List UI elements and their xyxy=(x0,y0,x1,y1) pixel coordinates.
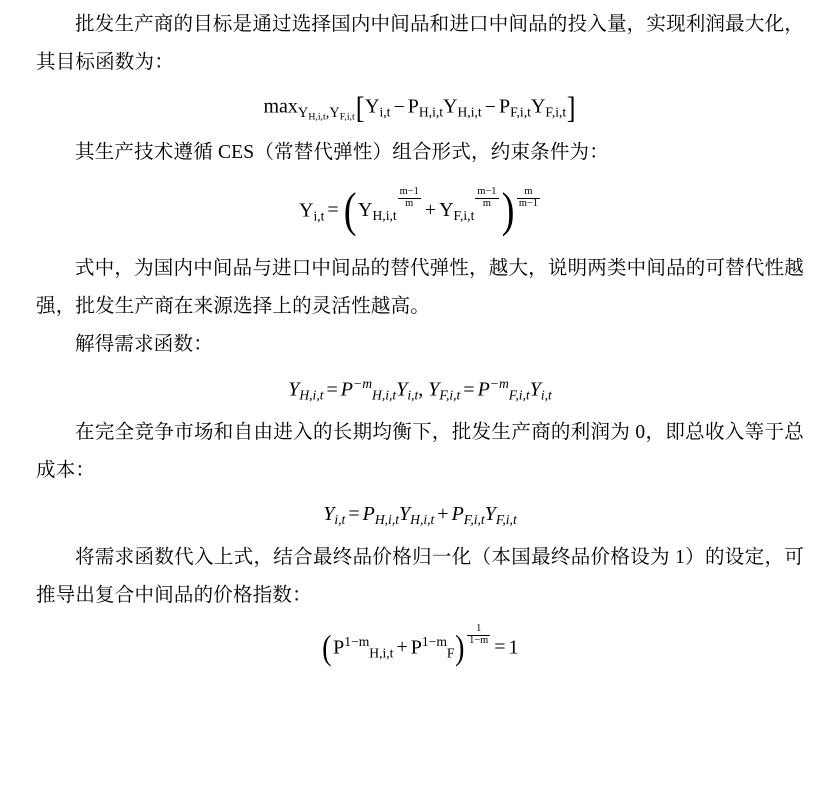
eq3-foreign-P-sub: F,i,t xyxy=(508,387,530,403)
eq4-equals: = xyxy=(348,503,360,526)
eq1-bracket-close: ] xyxy=(566,90,576,125)
paragraph-demand-intro: 解得需求函数： xyxy=(75,333,213,355)
eq2-term-home xyxy=(358,186,422,225)
eq2-outer-exponent xyxy=(517,187,540,210)
eq4-Y-foreign: Y xyxy=(484,503,496,526)
eq3-equals-2: = xyxy=(463,378,475,401)
eq4-Y-foreign-sub: F,i,t xyxy=(495,512,517,528)
eq2-equals: = xyxy=(327,199,339,222)
eq5-P-foreign-sup: 1−m xyxy=(421,633,447,649)
eq1-Y-home: Y xyxy=(443,95,458,118)
eq2-foreign-exp-den: m xyxy=(482,198,491,210)
eq3-foreign-P: P xyxy=(477,378,490,401)
eq3-foreign-lhs-sub: F,i,t xyxy=(439,387,461,403)
eq1-P-home-sub: H,i,t xyxy=(418,104,444,120)
eq3-foreign-Y: Y xyxy=(529,378,541,401)
eq4-P-foreign: P xyxy=(451,503,464,526)
eq2-term-foreign-Y: Y xyxy=(439,199,454,222)
eq2-term-foreign-sub: F,i,t xyxy=(453,208,475,224)
eq3-foreign-P-sup: −m xyxy=(489,375,509,391)
eq2-foreign-exp-num: m−1 xyxy=(477,186,497,198)
eq4-P-foreign-sub: F,i,t xyxy=(463,512,485,528)
eq5-paren-close: ) xyxy=(455,628,465,668)
eq1-P-foreign-sub: F,i,t xyxy=(510,104,531,120)
eq2-plus: + xyxy=(424,199,437,222)
eq3-home-lhs-sub: H,i,t xyxy=(299,387,324,403)
eq1-max-sub-Y1-idx: H,i,t xyxy=(308,111,326,123)
eq5-exp-num: 1 xyxy=(467,624,490,636)
eq2-term-home-exponent xyxy=(398,187,421,210)
eq2-term-foreign xyxy=(439,186,499,225)
eq5-P-home-sup: 1−m xyxy=(344,633,370,649)
eq1-bracket-open: [ xyxy=(355,90,365,125)
eq5-P-foreign-sub: F xyxy=(446,645,455,661)
eq1-minus-1: − xyxy=(393,95,405,118)
eq4-Y-home: Y xyxy=(399,503,411,526)
eq1-Y: Y xyxy=(365,95,380,118)
eq1-max-operator: max xyxy=(263,95,298,118)
eq2-outer-exp-den: m−1 xyxy=(518,198,538,210)
eq5-term-foreign xyxy=(411,634,455,662)
eq5-P-home: P xyxy=(333,636,345,659)
eq3-home-Y: Y xyxy=(396,378,408,401)
eq5-plus: + xyxy=(396,636,408,659)
eq1-max-sub-Y2: Y xyxy=(329,104,340,121)
equation-objective-function xyxy=(36,90,804,125)
eq3-foreign-Y-sub: i,t xyxy=(540,387,552,403)
eq5-P-home-sub: H,i,t xyxy=(369,645,394,661)
eq3-home-Y-sub: i,t xyxy=(407,387,419,403)
eq5-exp-den: 1−m xyxy=(469,635,489,647)
eq1-max-sub-comma: , xyxy=(325,104,330,121)
eq1-Y-sub: i,t xyxy=(379,104,391,120)
paragraph-zero-profit-intro: 在完全竞争市场和自由进入的长期均衡下，批发生产商的利润为 0，即总收入等于总成本： xyxy=(36,422,804,482)
eq1-max-sub-Y1: Y xyxy=(297,104,309,121)
eq5-P-foreign: P xyxy=(410,636,422,659)
eq4-P-home: P xyxy=(362,503,375,526)
eq3-home-lhs: Y xyxy=(288,378,300,401)
eq1-Y-foreign: Y xyxy=(530,95,546,118)
eq2-home-exp-den: m xyxy=(405,198,414,210)
eq4-P-home-sub: H,i,t xyxy=(374,512,399,528)
eq3-comma: , xyxy=(418,378,424,401)
paragraph-price-index-intro: 将需求函数代入上式，结合最终品价格归一化（本国最终品价格设为 1）的设定，可推导出复合中间品的价格指数： xyxy=(36,547,804,607)
eq5-equals: = xyxy=(494,636,506,659)
eq4-lhs-sub: i,t xyxy=(334,512,346,528)
eq3-home-P-sub: H,i,t xyxy=(372,387,397,403)
eq5-paren-open: ( xyxy=(322,628,332,668)
eq2-paren-close: ) xyxy=(501,181,515,237)
eq2-lhs-sub: i,t xyxy=(313,208,325,224)
eq5-term-home xyxy=(333,634,393,662)
eq2-term-foreign-exponent xyxy=(475,187,498,210)
eq2-lhs-Y: Y xyxy=(299,199,314,222)
eq1-max-sub-Y2-idx: F,i,t xyxy=(339,111,355,123)
paragraph-elasticity-explanation: 式中，为国内中间品与进口中间品的替代弹性，越大，说明两类中间品的可替代性越强，批发生产商在来源选择上的灵活性越高。 xyxy=(36,257,804,317)
paragraph-objective-intro: 批发生产商的目标是通过选择国内中间品和进口中间品的投入量，实现利润最大化，其目标函数为： xyxy=(36,14,804,73)
eq4-Y-home-sub: H,i,t xyxy=(410,512,435,528)
eq5-outer-exponent xyxy=(467,624,490,647)
equation-price-index xyxy=(36,623,804,668)
eq3-home-P-sup: −m xyxy=(353,375,373,391)
eq5-rhs: 1 xyxy=(508,636,519,659)
eq4-plus: + xyxy=(437,503,449,526)
eq4-lhs-Y: Y xyxy=(323,503,335,526)
eq3-equals-1: = xyxy=(326,378,338,401)
eq1-Y-home-sub: H,i,t xyxy=(457,104,482,120)
equation-ces-production-function xyxy=(36,181,804,237)
eq1-minus-2: − xyxy=(484,95,496,118)
eq2-paren-open: ( xyxy=(343,181,357,237)
eq2-term-home-sub: H,i,t xyxy=(372,208,397,224)
eq1-P-home: P xyxy=(407,95,419,118)
eq1-P-foreign: P xyxy=(498,95,511,118)
eq3-foreign-lhs: Y xyxy=(428,378,440,401)
eq2-outer-exp-num: m xyxy=(517,187,540,199)
eq1-Y-foreign-sub: F,i,t xyxy=(545,104,567,120)
paragraph-ces-intro: 其生产技术遵循 CES（常替代弹性）组合形式，约束条件为： xyxy=(75,141,609,163)
eq2-home-exp-num: m−1 xyxy=(399,186,419,198)
equation-zero-profit xyxy=(36,502,804,529)
eq3-home-P: P xyxy=(340,378,354,401)
equation-demand-functions xyxy=(36,376,804,404)
eq2-term-home-Y: Y xyxy=(358,199,373,222)
